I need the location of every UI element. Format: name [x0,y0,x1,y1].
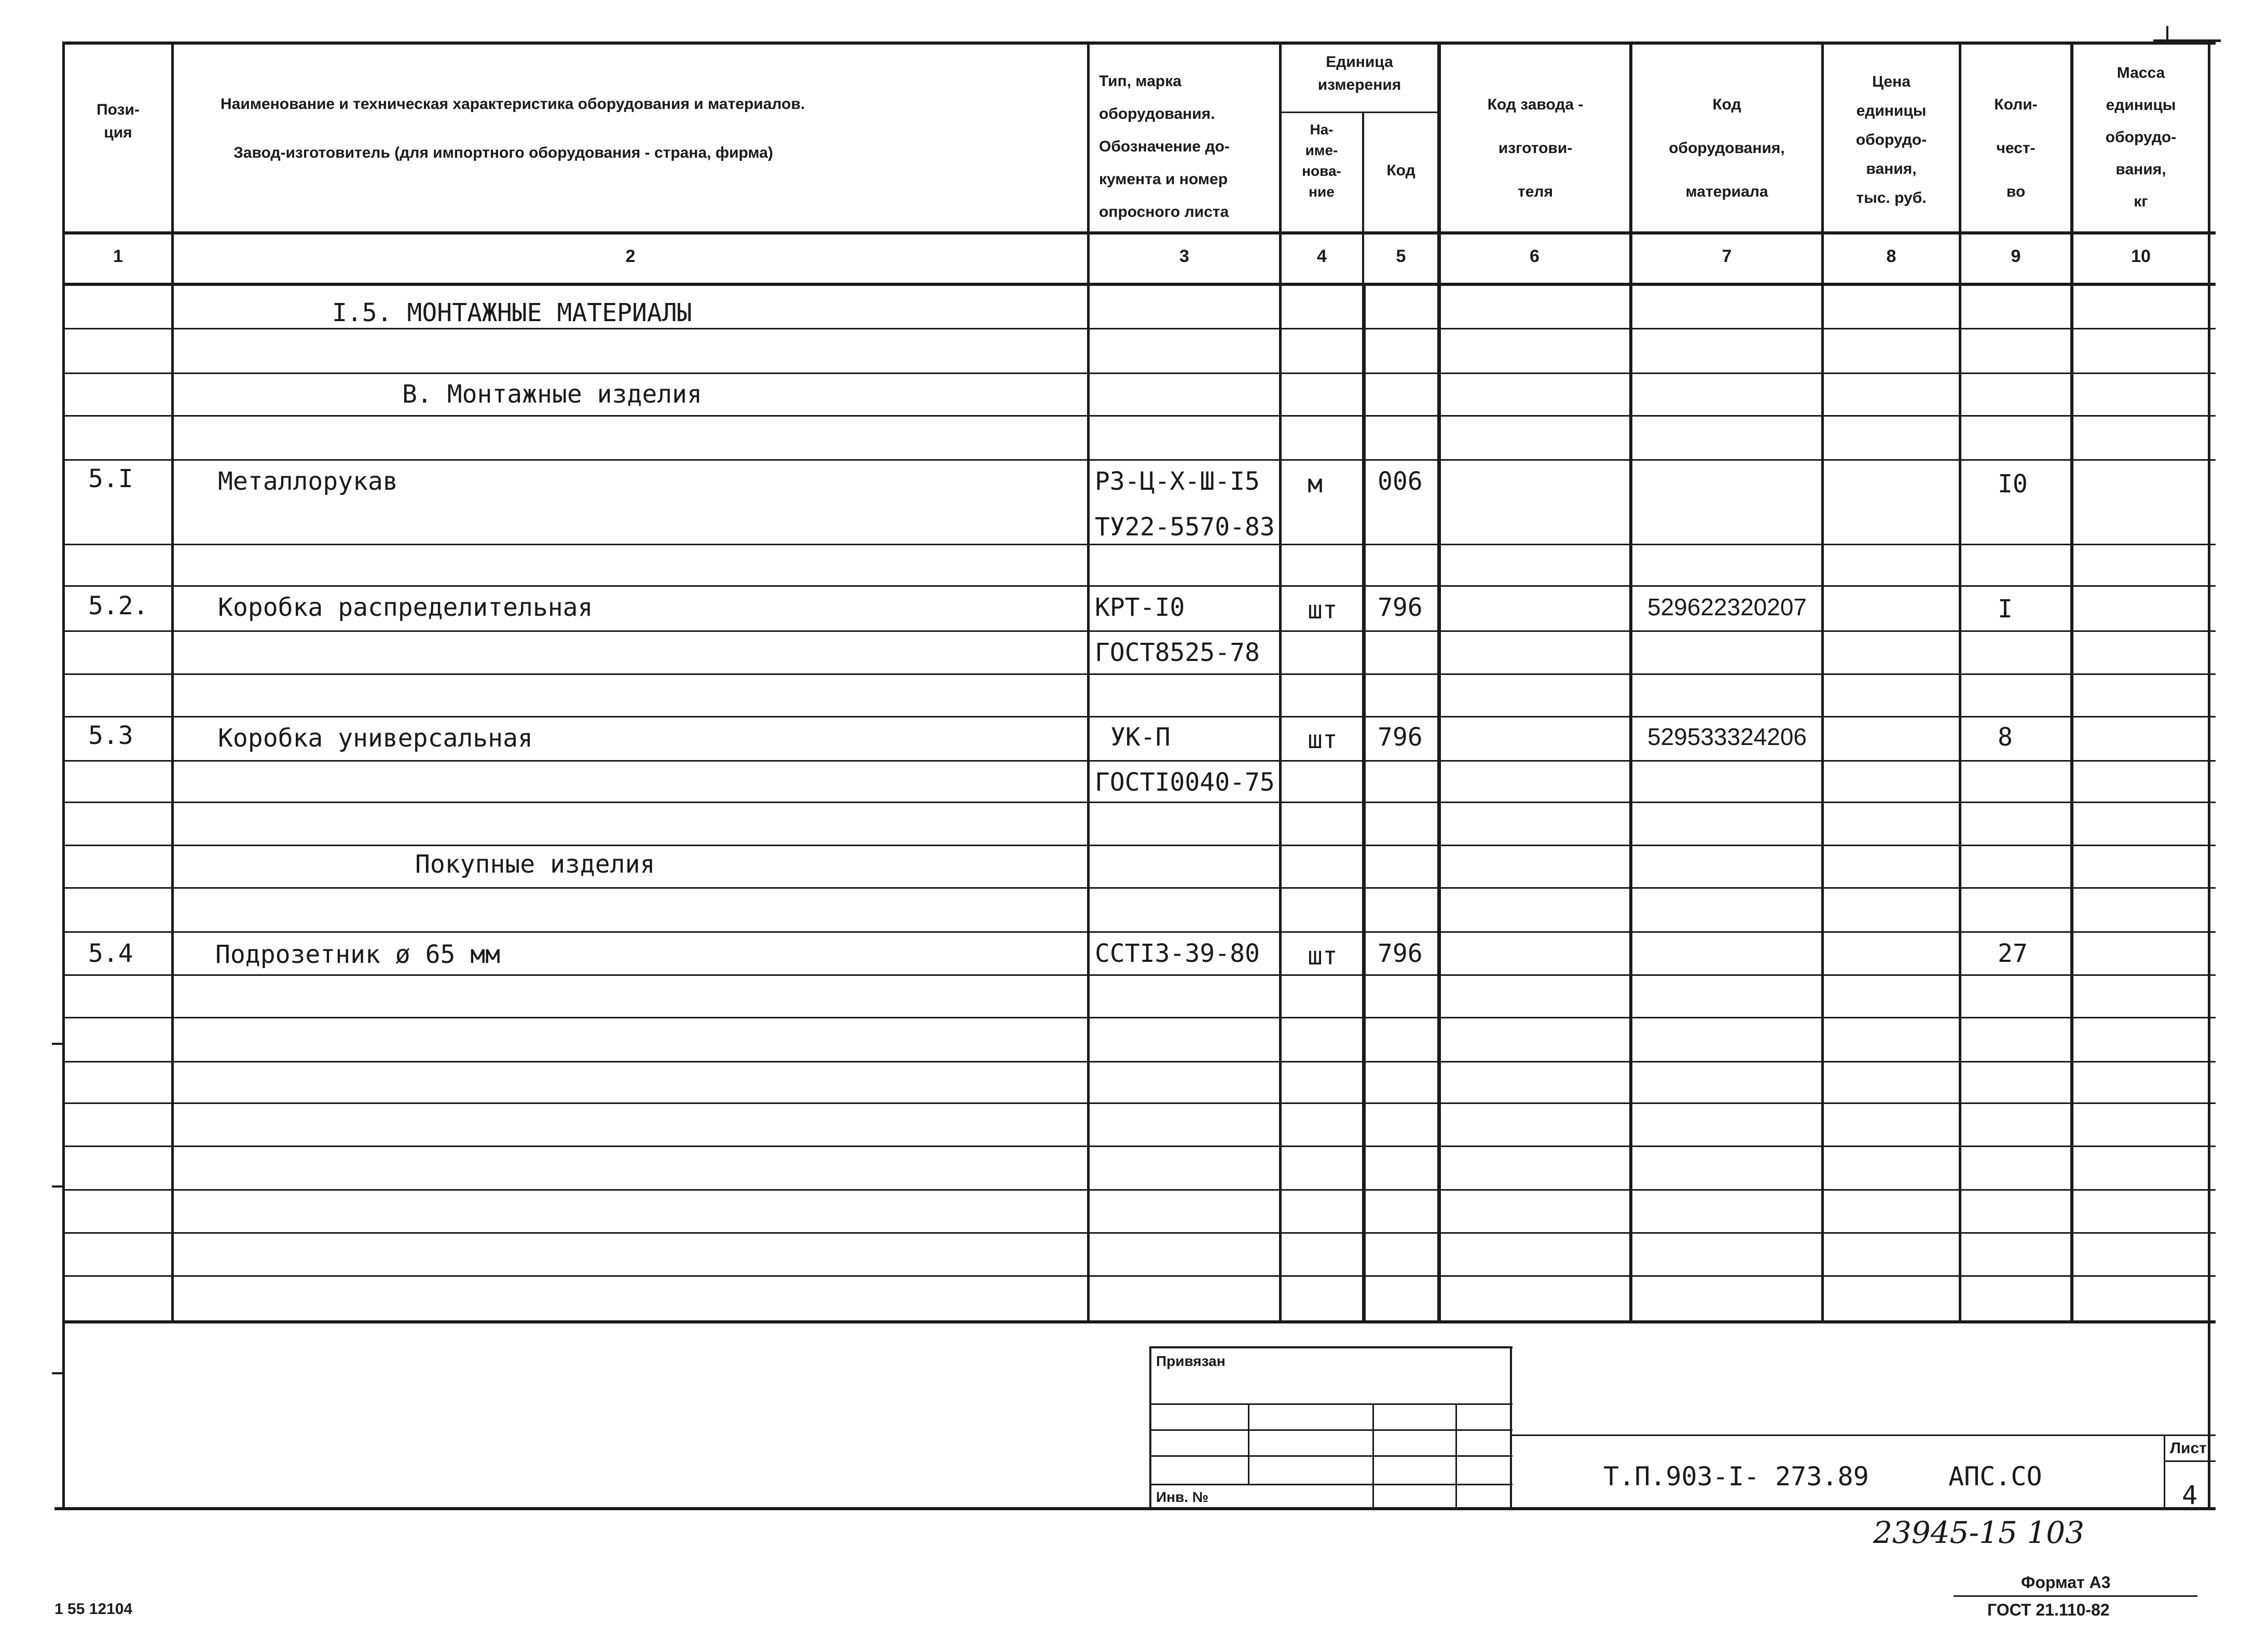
header-unit-name: На- име- нова- ние [1302,121,1341,200]
item-quantity: 8 [1998,723,2013,752]
item-position: 5.4 [88,939,133,968]
archive-stamp: 1 55 12104 [54,1600,133,1618]
item-material-code: 529533324206 [1647,723,1807,750]
item-quantity: I0 [1998,470,2028,499]
header-unit-code: Код [1386,162,1415,179]
item-document: ГОСТ8525-78 [1095,638,1260,667]
header-mass: Масса единицы оборудо- вания, кг [2105,64,2177,210]
item-type: УК-П [1110,723,1171,752]
header-equipment-code: Код оборудования, материала [1669,96,1785,200]
item-material-code: 529622320207 [1647,594,1807,620]
column-number-4: 4 [1317,246,1327,266]
header-type: Тип, марка оборудования. Обозначение до- кумента и номер опросного листа [1099,73,1230,220]
header-name-line2: Завод-изготовитель (для импортного оборудования - страна, фирма) [233,144,773,161]
item-unit-code: 796 [1378,593,1423,622]
item-unit-code: 796 [1378,723,1423,752]
privyazan-label: Привязан [1156,1353,1226,1369]
item-type: КРТ-I0 [1095,593,1185,622]
document-code: Т.П.903-I- 273.89 [1603,1461,1869,1492]
item-position: 5.I [88,464,133,493]
inventory-number-label: Инв. № [1156,1489,1209,1505]
item-document: ГОСТI0040-75 [1095,768,1275,797]
column-number-7: 7 [1722,246,1732,266]
sheet-label: Лист [2170,1440,2207,1457]
item-quantity: 27 [1998,939,2028,968]
column-number-9: 9 [2011,246,2021,266]
item-unit: шт [1308,725,1338,754]
column-number-10: 10 [2131,246,2151,266]
item-position: 5.3 [88,721,133,750]
header-unit-group: Единица измерения [1317,53,1401,93]
header-price: Цена единицы оборудо- вания, тыс. руб. [1855,73,1927,206]
item-unit: шт [1308,596,1338,625]
section-title-mounting-materials: I.5. МОНТАЖНЫЕ МАТЕРИАЛЫ [332,298,692,327]
header-position: Пози- ция [97,101,140,141]
document-mark: АПС.СО [1948,1461,2042,1492]
item-quantity: I [1998,595,2013,624]
header-name-line1: Наименование и техническая характеристика оборудования и материалов. [221,95,805,113]
header-manufacturer-code: Код завода - изготови- теля [1487,96,1584,200]
sheet-number: 4 [2182,1480,2198,1510]
item-name: Коробка распределительная [218,593,593,622]
column-number-6: 6 [1530,246,1540,266]
item-document: ТУ22-5570-83 [1095,513,1275,542]
column-number-5: 5 [1396,246,1406,266]
column-number-8: 8 [1886,246,1896,266]
item-name: Подрозетник ø 65 мм [215,940,501,969]
item-unit: м [1308,470,1323,499]
item-name: Металлорукав [218,467,398,496]
gost-label: ГОСТ 21.110-82 [1987,1600,2110,1619]
section-title-mounting-products: В. Монтажные изделия [402,380,702,409]
item-name: Коробка универсальная [218,724,533,753]
item-type: РЗ-Ц-Х-Ш-I5 [1095,467,1260,496]
column-number-1: 1 [113,246,123,266]
handwritten-inventory: 23945-15 103 [1873,1515,2085,1550]
item-unit: шт [1308,942,1338,971]
item-type: ССТI3-39-80 [1095,939,1260,968]
item-unit-code: 796 [1378,939,1423,968]
item-position: 5.2. [88,591,148,620]
header-quantity: Коли- чест- во [1994,96,2038,200]
format-label: Формат А3 [2021,1573,2111,1592]
section-title-purchased-products: Покупные изделия [415,850,655,879]
column-number-2: 2 [625,246,636,266]
item-unit-code: 006 [1378,467,1423,496]
column-number-3: 3 [1179,246,1189,266]
